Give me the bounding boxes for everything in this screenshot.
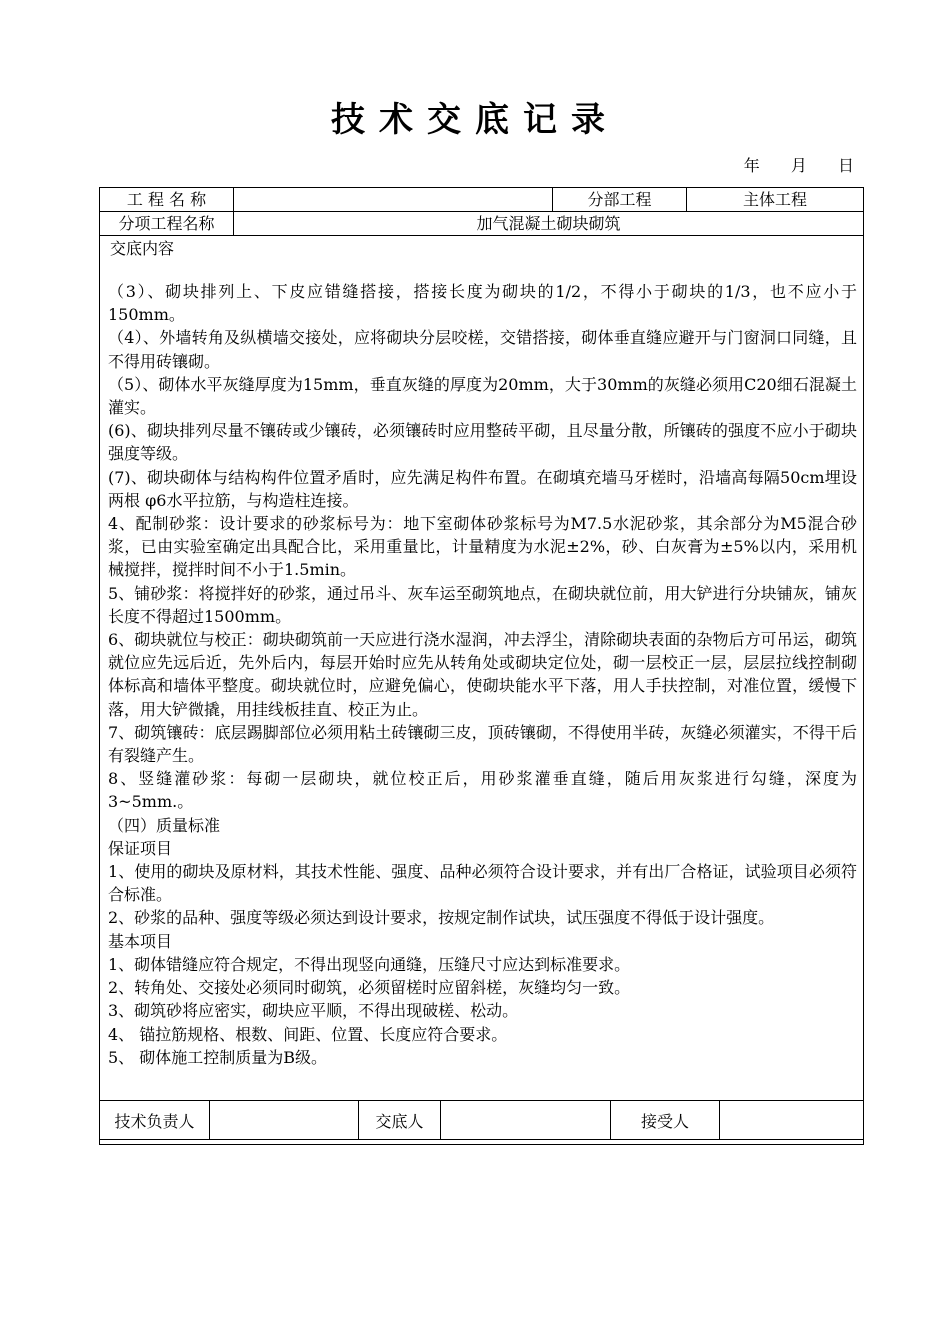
content-paragraph: 8、竖缝灌砂浆：每砌一层砌块，就位校正后，用砂浆灌垂直缝，随后用灰浆进行勾缝，深度为3~5mm.。	[108, 769, 857, 812]
discloser-signature[interactable]	[441, 1101, 611, 1140]
content-paragraph: （5）、砌体水平灰缝厚度为15mm，垂直灰缝的厚度为20mm，大于30mm的灰缝必须用C20细石混凝土灌实。	[108, 374, 857, 418]
document-title: 技术交底记录	[331, 100, 619, 140]
discloser-label: 交底人	[359, 1101, 441, 1140]
tech-lead-label: 技术负责人	[100, 1101, 210, 1140]
project-name-value[interactable]	[234, 188, 553, 212]
date-month: 月	[790, 156, 807, 175]
date-year: 年	[743, 156, 760, 175]
date-line	[732, 156, 854, 176]
content-paragraph: 2、砂浆的品种、强度等级必须达到设计要求，按规定制作试块，试压强度不得低于设计强度。	[108, 908, 775, 928]
project-name-label: 工 程 名 称	[100, 188, 234, 212]
division-value[interactable]: 主体工程	[687, 188, 864, 212]
content-paragraph: (7)、砌块砌体与结构构件位置矛盾时，应先满足构件布置。在砌填充墙马牙槎时，沿墙高每隔50cm埋设两根 φ6水平拉筋，与构造柱连接。	[108, 467, 857, 510]
content-paragraph: (6)、砌块排列尽量不镶砖或少镶砖，必须镶砖时应用整砖平砌，且尽量分散，所镶砖的强度不应小于砌块强度等级。	[108, 421, 857, 464]
content-heading: 交底内容	[110, 239, 175, 258]
signature-table	[99, 1100, 864, 1140]
receiver-signature[interactable]	[720, 1101, 864, 1140]
disclosure-content	[100, 236, 864, 1145]
receiver-label: 接受人	[611, 1101, 720, 1140]
content-paragraph: 1、使用的砌块及原材料，其技术性能、强度、品种必须符合设计要求，并有出厂合格证，试验项目必须符合标准。	[108, 862, 857, 905]
content-paragraph: （3）、砌块排列上、下皮应错缝搭接，搭接长度为砌块的1/2，不得小于砌块的1/3，也不应小于150mm。	[108, 282, 857, 325]
content-paragraph: 2、转角处、交接处必须同时砌筑，必须留槎时应留斜槎，灰缝均匀一致。	[108, 978, 631, 998]
subitem-label: 分项工程名称	[100, 212, 234, 236]
content-paragraph: 4、配制砂浆：设计要求的砂浆标号为：地下室砌体砂浆标号为M7.5水泥砂浆，其余部分为M5混合砂浆，已由实验室确定出具配合比，采用重量比，计量精度为水泥±2%，砂、白灰膏为±5%以内，采用机械搅拌，搅拌时间不小于1.5min。	[108, 514, 857, 580]
date-day: 日	[837, 156, 854, 175]
disclosure-form-table	[99, 187, 864, 1145]
subheading-guarantee: 保证项目	[108, 838, 173, 858]
division-label: 分部工程	[553, 188, 687, 212]
content-paragraph: 4、 锚拉筋规格、根数、间距、位置、长度应符合要求。	[108, 1024, 508, 1044]
content-paragraph: 5、铺砂浆：将搅拌好的砂浆，通过吊斗、灰车运至砌筑地点，在砌块就位前，用大铲进行分块铺灰，铺灰长度不得超过1500mm。	[108, 583, 857, 626]
content-paragraph: 3、砌筑砂将应密实，砌块应平顺，不得出现破槎、松动。	[108, 1001, 519, 1021]
tech-lead-signature[interactable]	[210, 1101, 359, 1140]
section-heading-quality: （四）质量标准	[108, 815, 221, 835]
content-paragraph: 5、 砌体施工控制质量为B级。	[108, 1047, 328, 1067]
content-paragraph: （4）、外墙转角及纵横墙交接处，应将砌块分层咬槎，交错搭接，砌体垂直缝应避开与门窗洞口同缝，且不得用砖镶砌。	[108, 328, 857, 371]
content-paragraph: 6、砌块就位与校正：砌块砌筑前一天应进行浇水湿润，冲去浮尘，清除砌块表面的杂物后方可吊运，砌筑就位应先远后近，先外后内，每层开始时应先从转角处或砌块定位处，砌一层校正一层，层层拉线控制砌体标高和墙体平整度。砌块就位时，应避免偏心，使砌块能水平下落，用人手扶控制，对准位置，缓慢下落，用大铲微撬，用挂线板挂直、校正为止。	[108, 630, 857, 719]
subheading-basic: 基本项目	[108, 931, 173, 951]
subitem-value[interactable]: 加气混凝土砌块砌筑	[234, 212, 864, 236]
content-paragraph: 1、砌体错缝应符合规定，不得出现竖向通缝，压缝尺寸应达到标准要求。	[108, 954, 631, 974]
content-paragraph: 7、砌筑镶砖：底层踢脚部位必须用粘土砖镶砌三皮，顶砖镶砌，不得使用半砖，灰缝必须灌实，不得干后有裂缝产生。	[108, 722, 857, 766]
